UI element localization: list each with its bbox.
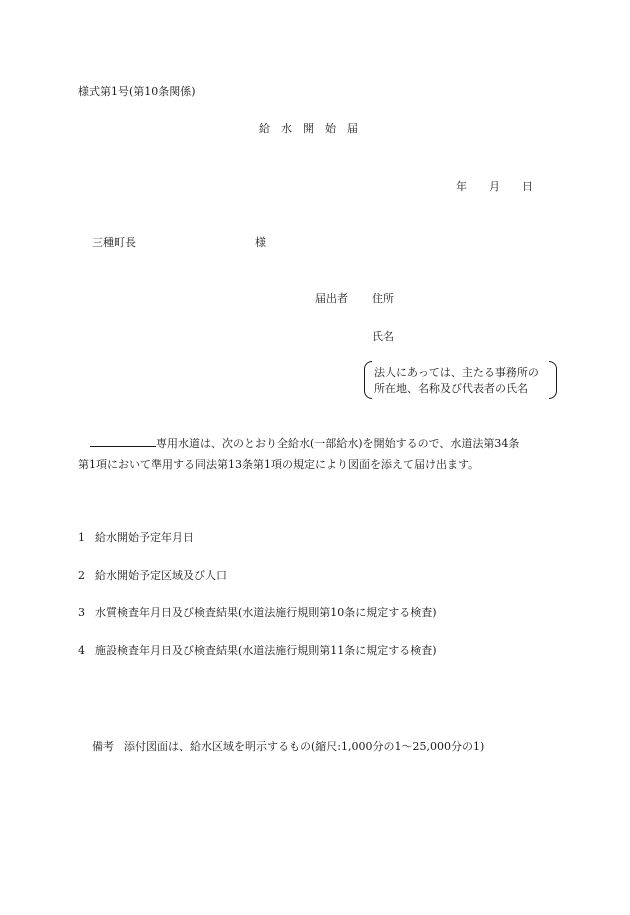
- corporate-note-line-1: 法人にあっては、主たる事務所の: [374, 366, 539, 379]
- list-item: [78, 607, 437, 618]
- fill-in-blank: [90, 437, 156, 447]
- item-number: 1: [78, 531, 85, 544]
- body-line-1: [78, 437, 519, 449]
- address-label: 住所: [372, 292, 394, 305]
- list-item: [78, 645, 437, 656]
- item-text: 給水開始予定年月日: [95, 531, 194, 544]
- body-line-2: 第1項において準用する同法第13条第1項の規定により図面を添えて届け出ます。: [78, 458, 480, 471]
- remarks-text: 添付図面は、給水区域を明示するもの(縮尺:1,000分の1〜25,000分の1): [124, 740, 485, 753]
- item-text: 施設検査年月日及び検査結果(水道法施行規則第11条に規定する検査): [95, 644, 437, 657]
- item-text: 水質検査年月日及び検査結果(水道法施行規則第10条に規定する検査): [95, 606, 437, 619]
- item-number: 4: [78, 644, 85, 657]
- honorific: 様: [255, 236, 266, 249]
- document-title: 給 水 開 始 届: [259, 122, 358, 135]
- corporate-note: [364, 361, 557, 399]
- date-line: 年 月 日: [456, 180, 533, 193]
- list-item: [78, 532, 194, 543]
- body-line-1-text: 専用水道は、次のとおり全給水(一部給水)を開始するので、水道法第34条: [156, 437, 520, 450]
- addressee: 三種町長: [92, 236, 136, 249]
- item-number: 3: [78, 606, 85, 619]
- right-bracket: [549, 361, 557, 399]
- left-bracket: [364, 361, 372, 399]
- corporate-note-line-2: 所在地、名称及び代表者の氏名: [374, 382, 528, 395]
- item-number: 2: [78, 569, 85, 582]
- item-text: 給水開始予定区域及び人口: [95, 569, 227, 582]
- remarks-label: 備考: [92, 740, 114, 753]
- name-label: 氏名: [372, 330, 394, 343]
- list-item: [78, 570, 227, 581]
- form-number: 様式第1号(第10条関係): [78, 85, 196, 98]
- remarks: [92, 741, 484, 752]
- notifier-label: 届出者: [315, 292, 348, 305]
